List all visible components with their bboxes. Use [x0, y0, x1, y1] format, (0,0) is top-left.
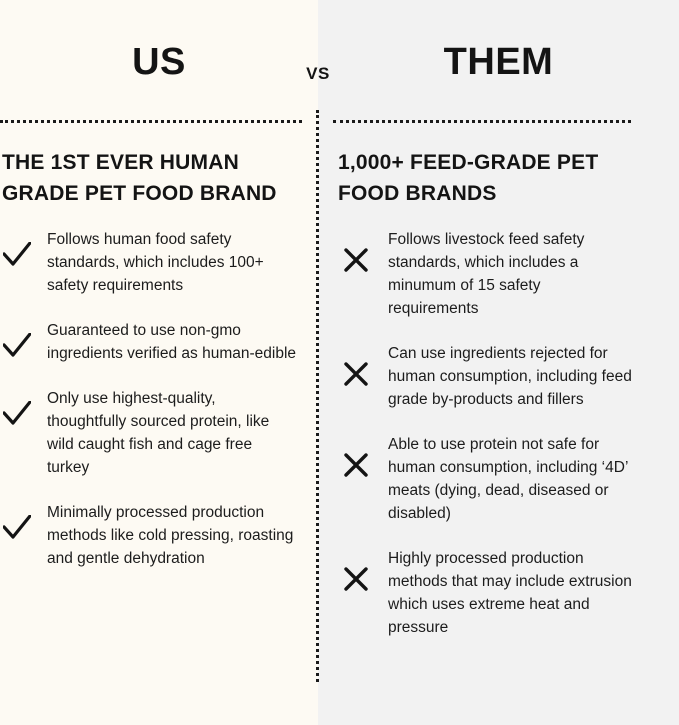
divider-right	[333, 120, 631, 123]
list-item-text: Only use highest-quality, thoughtfully sourced protein, like wild caught fish and cage free turkey	[47, 390, 270, 476]
list-item	[0, 387, 300, 479]
divider-left	[0, 120, 302, 123]
list-item-text: Follows human food safety standards, which includes 100+ safety requirements	[47, 231, 264, 294]
list-item-text: Can use ingredients rejected for human consumption, including feed grade by-products and fillers	[388, 345, 632, 408]
list-item	[334, 342, 634, 411]
list-item-text: Able to use protein not safe for human consumption, including ‘4D’ meats (dying, dead, diseased or disabled)	[388, 436, 628, 522]
cross-icon	[334, 248, 388, 272]
list-item	[334, 547, 634, 639]
subtitle-them: 1,000+ FEED-GRADE PET FOOD BRANDS	[338, 151, 599, 205]
list-them	[334, 228, 634, 661]
list-item-text: Minimally processed production methods like cold pressing, roasting and gentle dehydration	[47, 504, 294, 567]
list-item-text: Highly processed production methods that may include extrusion which uses extreme heat and pressure	[388, 550, 632, 636]
list-item	[0, 501, 300, 570]
vertical-dotted-divider	[316, 110, 319, 682]
heading-them: THEM	[443, 41, 554, 83]
check-icon	[0, 242, 47, 268]
cross-icon	[334, 453, 388, 477]
heading-vs: VS	[306, 64, 330, 83]
list-item-text: Follows livestock feed safety standards, which includes a minumum of 15 safety requirements	[388, 231, 585, 317]
cross-icon	[334, 567, 388, 591]
check-icon	[0, 401, 47, 427]
cross-icon	[334, 362, 388, 386]
list-item-text: Guaranteed to use non-gmo ingredients verified as human-edible	[47, 322, 297, 362]
list-item	[0, 228, 300, 297]
list-us	[0, 228, 300, 592]
heading-us: US	[132, 41, 186, 83]
list-item	[334, 228, 634, 320]
list-item	[0, 319, 300, 365]
check-icon	[0, 333, 47, 359]
check-icon	[0, 515, 47, 541]
list-item	[334, 433, 634, 525]
subtitle-us: THE 1ST EVER HUMAN GRADE PET FOOD BRAND	[2, 151, 277, 205]
